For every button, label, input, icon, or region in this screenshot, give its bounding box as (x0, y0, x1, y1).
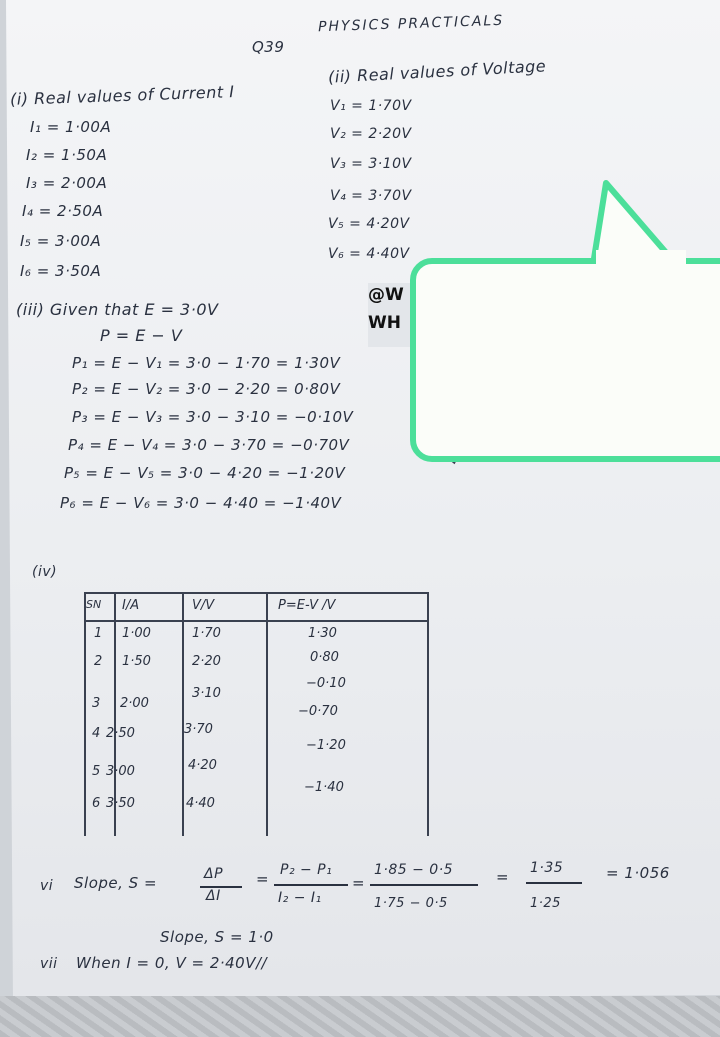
power-row: P₄ = E − V₄ = 3·0 − 3·70 = −0·70V (68, 436, 350, 454)
table-cell: −1·40 (304, 780, 344, 795)
table-cell: 3 (92, 696, 101, 711)
table-cell: 5 (92, 764, 101, 779)
fraction-denominator: 1·25 (530, 896, 561, 911)
table-cell: 6 (92, 796, 101, 811)
table-cell: 0·80 (310, 650, 339, 665)
slope-label: Slope, S = (74, 874, 158, 892)
slope-final: Slope, S = 1·0 (160, 928, 274, 946)
delta-i: ΔI (206, 888, 221, 904)
table-cell: 2·20 (192, 654, 221, 669)
table-cell: 2 (94, 654, 103, 669)
current-item: I₆ = 3·50A (20, 262, 102, 280)
fraction-numerator: P₂ − P₁ (280, 862, 333, 878)
voltage-item: V₅ = 4·20V (328, 216, 410, 232)
voltage-item: V₆ = 4·40V (328, 246, 410, 262)
sticker-bubble (410, 258, 720, 462)
part-iii-heading: (iii) Given that E = 3·0V (16, 300, 219, 319)
background-cloth (0, 996, 720, 1037)
current-item: I₂ = 1·50A (26, 146, 108, 164)
power-row: P₂ = E − V₂ = 3·0 − 2·20 = 0·80V (72, 380, 341, 398)
table-cell: −1·20 (306, 738, 346, 753)
part-vii-text: When I = 0, V = 2·40V// (76, 954, 268, 972)
watermark-line-2: WH (368, 313, 401, 333)
table-header-current: I/A (122, 598, 140, 613)
table-cell: 2·00 (120, 696, 149, 711)
part-vii-label: vii (40, 956, 58, 972)
table-header-sn: SN (86, 598, 102, 611)
data-table (84, 592, 428, 836)
voltage-item: V₁ = 1·70V (330, 98, 412, 114)
table-cell: 4 (92, 726, 101, 741)
fraction-denominator: I₂ − I₁ (278, 890, 322, 906)
table-header-power: P=E-V /V (278, 598, 336, 613)
current-item: I₃ = 2·00A (26, 174, 108, 192)
question-number: Q39 (252, 38, 285, 56)
power-row: P₁ = E − V₁ = 3·0 − 1·70 = 1·30V (72, 354, 341, 372)
power-row: P₃ = E − V₃ = 3·0 − 3·10 = −0·10V (72, 408, 354, 426)
fraction-numerator: 1·35 (530, 860, 564, 876)
watermark-line-1: @W (368, 285, 404, 305)
current-item: I₅ = 3·00A (20, 232, 102, 250)
current-item: I₁ = 1·00A (30, 118, 112, 136)
table-cell: 1·30 (308, 626, 337, 641)
page-title: PHYSICS PRACTICALS (317, 12, 505, 36)
part-i-heading: (i) Real values of Current I (9, 82, 235, 109)
table-cell: 1 (94, 626, 103, 641)
voltage-item: V₄ = 3·70V (330, 188, 412, 204)
fraction-denominator: 1·75 − 0·5 (374, 896, 448, 911)
table-cell: 1·50 (122, 654, 151, 669)
delta-p: ΔP (204, 866, 224, 882)
part-ii-heading: (ii) Real values of Voltage (327, 56, 547, 87)
table-cell: −0·70 (298, 704, 338, 719)
table-cell: 4·40 (186, 796, 215, 811)
voltage-item: V₂ = 2·20V (330, 126, 412, 142)
table-cell: 2·50 (106, 726, 135, 741)
table-cell: 3·10 (192, 686, 221, 701)
part-iv-label: (iv) (32, 564, 58, 580)
current-item: I₄ = 2·50A (22, 202, 104, 220)
table-cell: 3·00 (106, 764, 135, 779)
table-cell: 1·70 (192, 626, 221, 641)
fraction-numerator: 1·85 − 0·5 (374, 862, 454, 878)
table-cell: 4·20 (188, 758, 217, 773)
part-vi-label: vi (40, 878, 54, 894)
voltage-item: V₃ = 3·10V (330, 156, 412, 172)
table-header-voltage: V/V (192, 598, 215, 613)
table-cell: 1·00 (122, 626, 151, 641)
table-cell: 3·70 (184, 722, 213, 737)
table-cell: −0·10 (306, 676, 346, 691)
slope-result: = 1·056 (606, 864, 670, 882)
power-row: P₅ = E − V₅ = 3·0 − 4·20 = −1·20V (64, 464, 346, 482)
power-formula: P = E − V (100, 326, 183, 345)
table-cell: 3·50 (106, 796, 135, 811)
power-row: P₆ = E − V₆ = 3·0 − 4·40 = −1·40V (60, 494, 342, 512)
